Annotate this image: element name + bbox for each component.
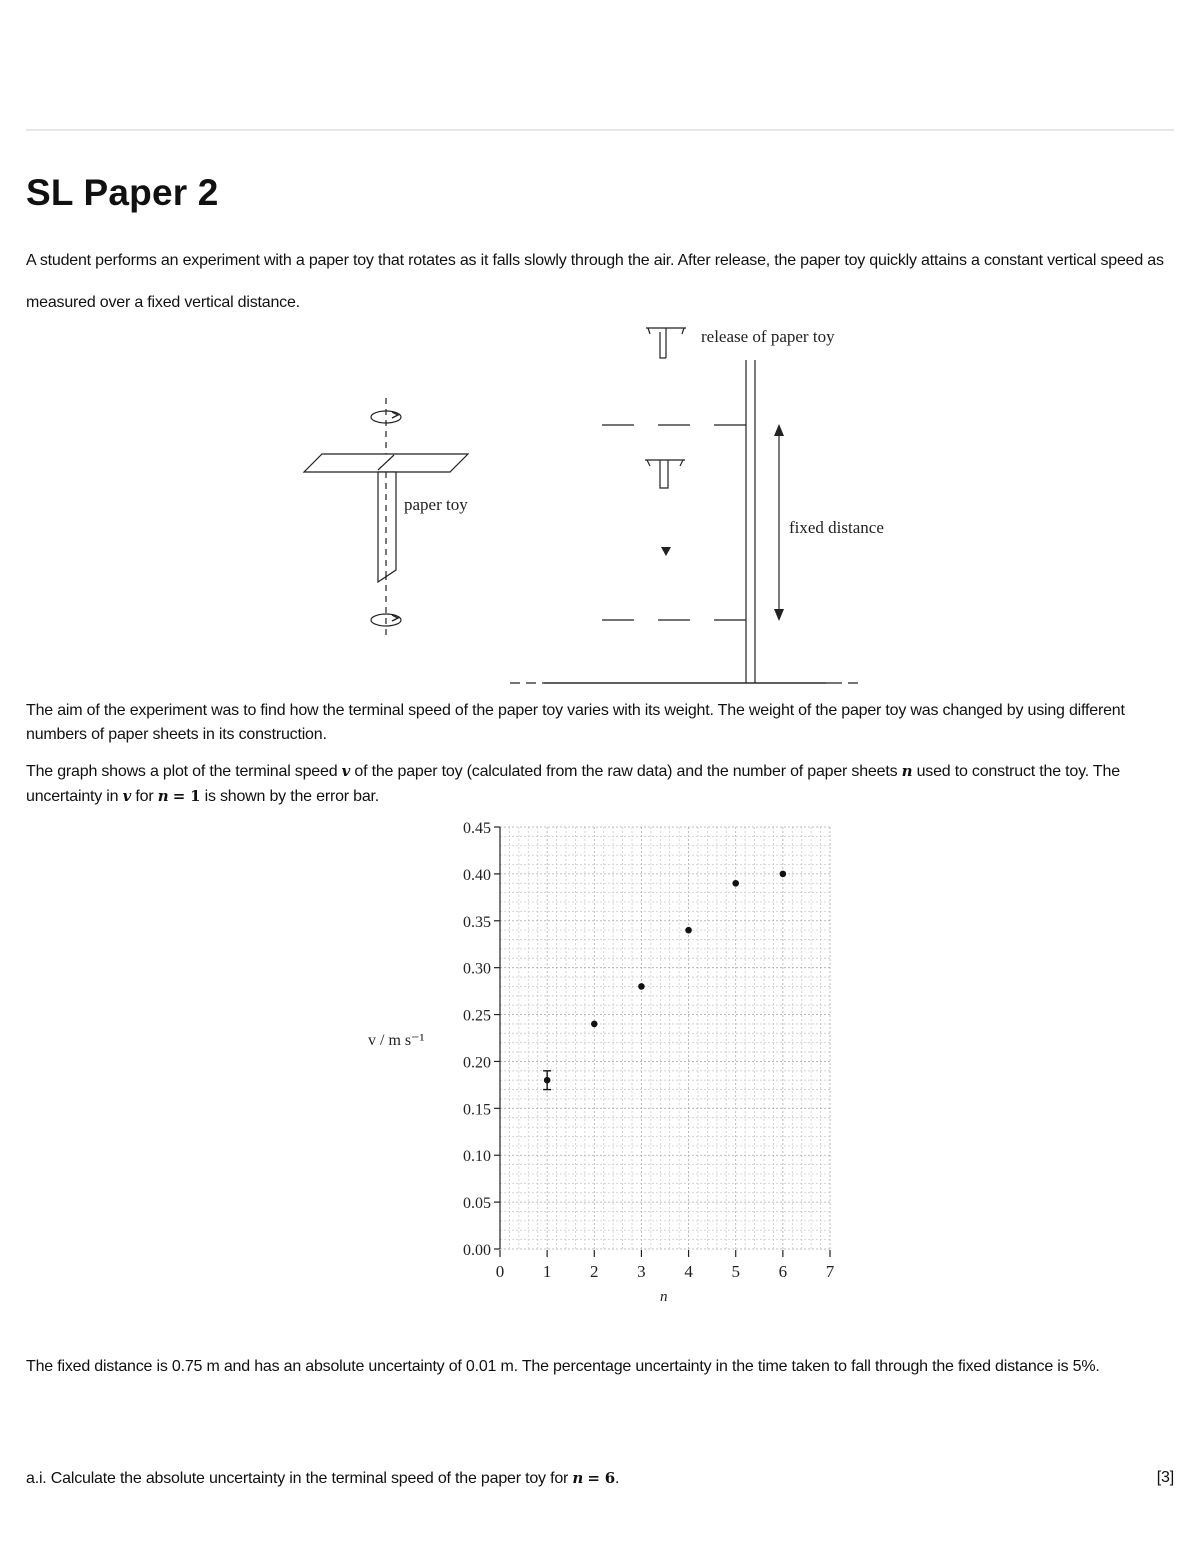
question-n-symbol: n xyxy=(572,1469,584,1487)
y-axis-label: v / m s⁻¹ xyxy=(368,1032,425,1049)
y-tick-label: 0.30 xyxy=(463,960,491,978)
fixed-distance-label: fixed distance xyxy=(789,518,884,537)
question-label: a.i. Calculate the absolute uncertainty in the terminal speed of the paper toy for xyxy=(26,1470,573,1487)
graph-text-5: is shown by the error bar. xyxy=(200,788,380,805)
x-tick-label: 0 xyxy=(495,1262,505,1281)
v-symbol-2: v xyxy=(122,787,132,805)
question-end: . xyxy=(615,1470,620,1487)
x-axis-label: n xyxy=(660,1289,668,1305)
y-tick-label: 0.40 xyxy=(463,866,491,884)
y-tick-label: 0.45 xyxy=(463,820,491,837)
y-tick-label: 0.25 xyxy=(463,1007,491,1025)
x-tick-label: 3 xyxy=(637,1262,646,1281)
graph-text-3: used to construct the toy. The uncertainty in xyxy=(26,763,1120,805)
question-n-equals-6: = 6 xyxy=(587,1469,616,1487)
y-tick-label: 0.20 xyxy=(463,1054,491,1072)
release-label: release of paper toy xyxy=(701,327,835,346)
y-tick-label: 0.15 xyxy=(463,1101,491,1119)
x-tick-label: 5 xyxy=(731,1262,740,1281)
graph-text-1: The graph shows a plot of the terminal speed xyxy=(26,763,342,780)
graph-text-2: of the paper toy (calculated from the raw data) and the number of paper sheets xyxy=(350,763,902,780)
graph-text-4: for xyxy=(131,788,158,805)
speed-vs-sheets-chart xyxy=(360,812,840,1312)
data-point xyxy=(638,983,645,990)
n-equals-1: = 1 xyxy=(172,787,201,805)
x-tick-label: 6 xyxy=(778,1262,788,1281)
falling-toy-icon xyxy=(645,460,685,488)
data-point xyxy=(732,880,739,887)
experiment-diagram xyxy=(0,320,1200,690)
v-symbol: v xyxy=(341,762,351,780)
x-tick-label: 2 xyxy=(590,1262,599,1281)
data-point xyxy=(780,871,787,878)
x-tick-label: 7 xyxy=(825,1262,835,1281)
x-tick-label: 4 xyxy=(684,1262,693,1281)
n-symbol-2: n xyxy=(157,787,169,805)
data-point xyxy=(685,927,692,934)
graph-description xyxy=(26,759,1174,809)
data-point xyxy=(591,1021,598,1028)
page-title: SL Paper 2 xyxy=(26,172,219,213)
question-a-i xyxy=(26,1467,1174,1490)
y-tick-label: 0.05 xyxy=(463,1195,491,1213)
released-toy-icon xyxy=(646,328,686,358)
paper-toy-stem xyxy=(378,472,396,582)
y-tick-label: 0.00 xyxy=(463,1242,491,1259)
aim-paragraph: The aim of the experiment was to find how the terminal speed of the paper toy varies with its weight. The weight of the paper toy was changed by using different numbers of paper sheets in its construction. xyxy=(26,702,1125,743)
y-tick-label: 0.35 xyxy=(463,913,491,931)
paper-toy-label: paper toy xyxy=(404,495,468,514)
fixed-distance-paragraph: The fixed distance is 0.75 m and has an absolute uncertainty of 0.01 m. The percentage uncertainty in the time taken to fall through the fixed distance is 5%. xyxy=(26,1358,1100,1375)
falling-direction-icon xyxy=(661,547,671,556)
data-point xyxy=(544,1077,551,1084)
n-symbol: n xyxy=(901,762,913,780)
marks-badge: [3] xyxy=(1156,1469,1174,1486)
intro-paragraph: A student performs an experiment with a paper toy that rotates as it falls slowly through the air. After release, the paper toy quickly attains a constant vertical speed as measured over a fixed vertical distance. xyxy=(26,252,1164,311)
x-tick-label: 1 xyxy=(542,1262,552,1281)
top-divider xyxy=(26,129,1174,131)
y-tick-label: 0.10 xyxy=(463,1148,491,1166)
